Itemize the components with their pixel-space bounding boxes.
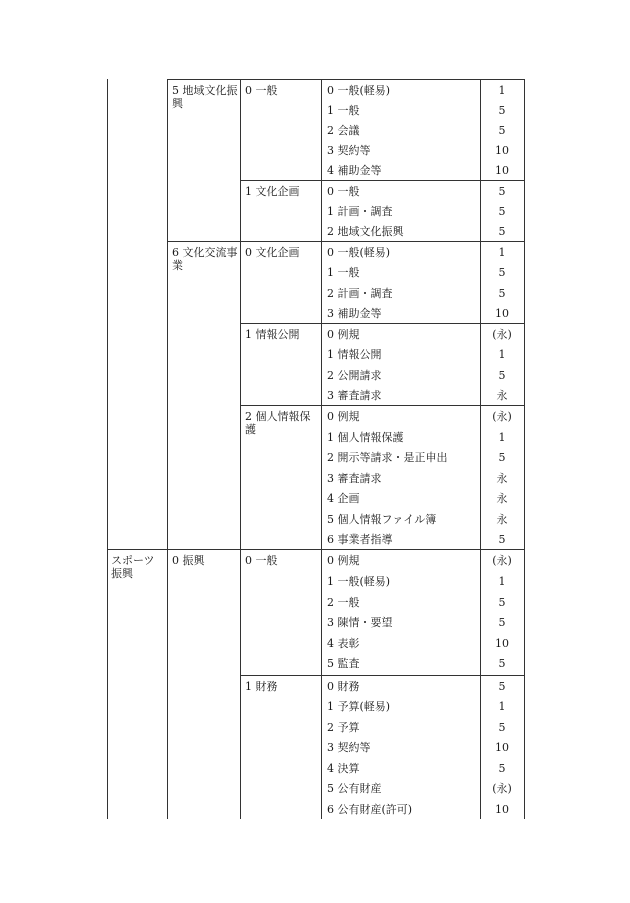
item-label: 5 公有財産 <box>327 782 382 795</box>
item-label: 0 例規 <box>327 328 360 341</box>
retention-period: 5 <box>498 657 506 670</box>
group-label: 0 文化企画 <box>245 246 300 259</box>
item-label: 4 決算 <box>327 762 360 775</box>
item-label: 1 一般 <box>327 266 360 279</box>
item-label: 2 開示等請求・是正申出 <box>327 451 448 464</box>
category-label: スポーツ振興 <box>111 554 155 580</box>
row-border <box>240 323 524 324</box>
item-label: 3 審査請求 <box>327 389 382 402</box>
item-label: 0 一般 <box>327 185 360 198</box>
retention-period: 1 <box>498 246 506 259</box>
item-label: 2 地域文化振興 <box>327 225 404 238</box>
group-label: 1 財務 <box>245 680 278 693</box>
item-label: 3 審査請求 <box>327 472 382 485</box>
row-border <box>240 180 524 181</box>
retention-period: 5 <box>498 287 506 300</box>
item-label: 0 例規 <box>327 410 360 423</box>
retention-period: (永) <box>492 410 512 423</box>
row-border <box>167 241 524 242</box>
retention-period: 5 <box>498 266 506 279</box>
retention-period: 5 <box>498 596 506 609</box>
item-label: 0 財務 <box>327 680 360 693</box>
section-label: 6 文化交流事業 <box>172 246 238 272</box>
retention-period: 永 <box>496 389 508 402</box>
retention-period: 10 <box>495 637 509 650</box>
retention-period: 永 <box>496 492 508 505</box>
retention-period: 1 <box>498 84 506 97</box>
item-label: 2 一般 <box>327 596 360 609</box>
retention-period: 永 <box>496 513 508 526</box>
item-label: 2 計画・調査 <box>327 287 393 300</box>
retention-period: 10 <box>495 307 509 320</box>
retention-period: 5 <box>498 205 506 218</box>
retention-period: 1 <box>498 348 506 361</box>
item-label: 6 事業者指導 <box>327 533 393 546</box>
group-label: 0 一般 <box>245 554 278 567</box>
retention-period: (永) <box>492 782 512 795</box>
item-label: 1 一般(軽易) <box>327 575 391 588</box>
retention-period: 1 <box>498 700 506 713</box>
item-label: 1 一般 <box>327 104 360 117</box>
item-label: 3 契約等 <box>327 144 371 157</box>
item-label: 4 企画 <box>327 492 360 505</box>
retention-period: 10 <box>495 803 509 816</box>
item-label: 2 会議 <box>327 124 360 137</box>
retention-period: 5 <box>498 225 506 238</box>
item-label: 3 契約等 <box>327 741 371 754</box>
section-label: 0 振興 <box>172 554 205 567</box>
retention-period: 5 <box>498 104 506 117</box>
group-label: 2 個人情報保護 <box>245 410 311 436</box>
item-label: 2 予算 <box>327 721 360 734</box>
column-border <box>321 79 322 819</box>
row-border <box>107 549 524 550</box>
item-label: 4 表彰 <box>327 637 360 650</box>
section-label: 5 地域文化振興 <box>172 84 238 110</box>
table-top-border <box>167 79 524 80</box>
item-label: 1 情報公開 <box>327 348 382 361</box>
column-border <box>107 79 108 819</box>
item-label: 1 個人情報保護 <box>327 431 404 444</box>
item-label: 1 予算(軽易) <box>327 700 391 713</box>
item-label: 2 公開請求 <box>327 369 382 382</box>
group-label: 0 一般 <box>245 84 278 97</box>
item-label: 6 公有財産(許可) <box>327 803 413 816</box>
item-label: 0 例規 <box>327 554 360 567</box>
retention-period: 10 <box>495 741 509 754</box>
column-border <box>240 79 241 819</box>
retention-period: 5 <box>498 762 506 775</box>
row-border <box>240 675 524 676</box>
retention-period: 5 <box>498 451 506 464</box>
retention-period: 1 <box>498 575 506 588</box>
column-border <box>167 79 168 819</box>
retention-period: 10 <box>495 144 509 157</box>
retention-period: 5 <box>498 369 506 382</box>
item-label: 0 一般(軽易) <box>327 84 391 97</box>
retention-period: 5 <box>498 124 506 137</box>
retention-period: 5 <box>498 533 506 546</box>
item-label: 0 一般(軽易) <box>327 246 391 259</box>
retention-period: 永 <box>496 472 508 485</box>
row-border <box>240 405 524 406</box>
group-label: 1 文化企画 <box>245 185 300 198</box>
item-label: 3 陳情・要望 <box>327 616 393 629</box>
item-label: 5 監査 <box>327 657 360 670</box>
column-border <box>524 79 525 819</box>
retention-period: 5 <box>498 680 506 693</box>
item-label: 5 個人情報ファイル簿 <box>327 513 437 526</box>
retention-period: 5 <box>498 721 506 734</box>
item-label: 1 計画・調査 <box>327 205 393 218</box>
item-label: 3 補助金等 <box>327 307 382 320</box>
group-label: 1 情報公開 <box>245 328 300 341</box>
retention-period: (永) <box>492 328 512 341</box>
retention-period: (永) <box>492 554 512 567</box>
retention-period: 5 <box>498 616 506 629</box>
item-label: 4 補助金等 <box>327 164 382 177</box>
retention-period: 10 <box>495 164 509 177</box>
retention-period: 1 <box>498 431 506 444</box>
retention-period: 5 <box>498 185 506 198</box>
